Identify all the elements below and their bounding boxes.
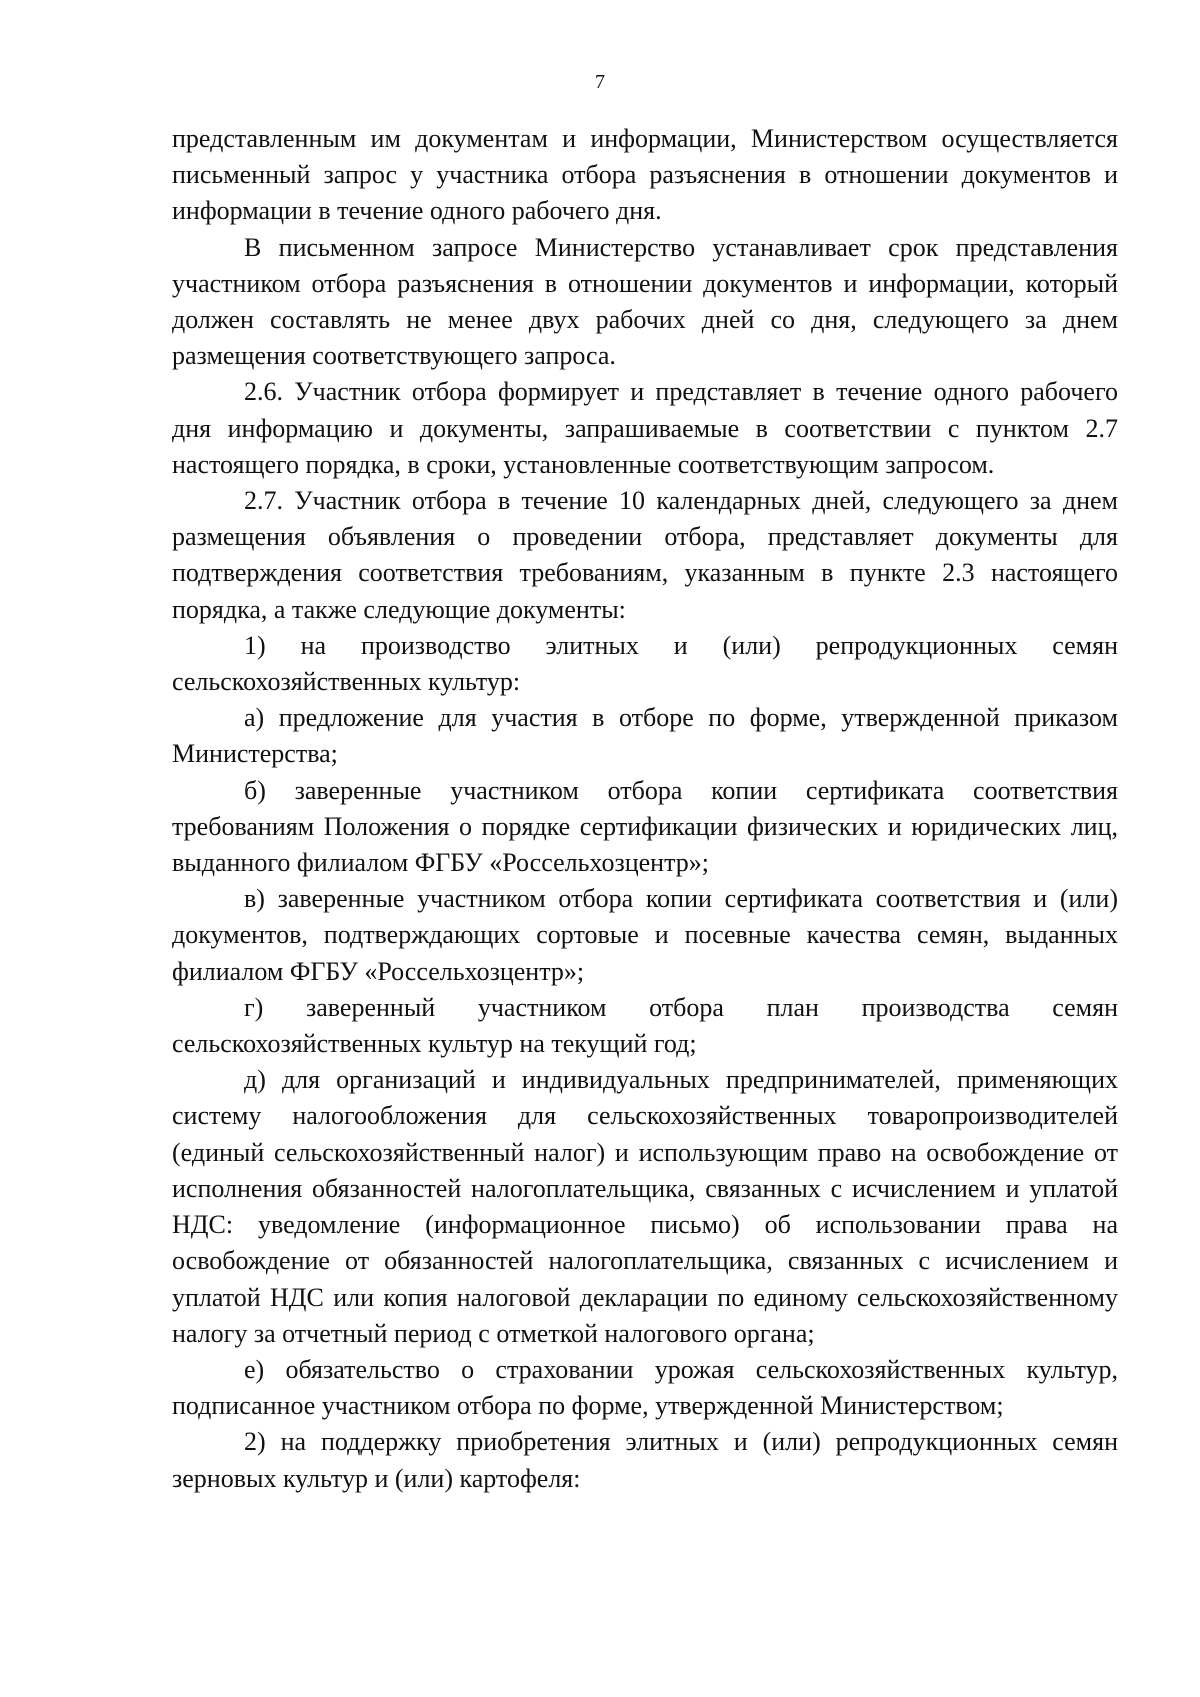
page-number: 7	[595, 71, 605, 93]
list-item-v: в) заверенные участником отбора копии сертификата соответствия и (или) документов, подтверждающих сортовые и посевные качества семян, выданных филиалом ФГБУ «Россельхозцентр»;	[172, 884, 1118, 986]
list-item-g: г) заверенный участником отбора план производства семян сельскохозяйственных культур на текущий год;	[172, 992, 1118, 1059]
list-item-d: д) для организаций и индивидуальных предпринимателей, применяющих систему налогообложения для сельскохозяйственных товаропроизводителей (единый сельскохозяйственный налог) и использующим право на освобождение от исполнения обязанностей налогоплательщика, связанных с исчислением и уплатой НДС: уведомление (информационное письмо) об использовании права на освобождение от обязанностей налогоплательщика, связанных с исчислением и уплатой НДС или копия налоговой декларации по единому сельскохозяйственному налогу за отчетный период с отметкой налогового органа;	[172, 1065, 1118, 1348]
list-item-1: 1) на производство элитных и (или) репродукционных семян сельскохозяйственных культур:	[172, 630, 1118, 697]
list-item-b: б) заверенные участником отбора копии сертификата соответствия требованиям Положения о порядке сертификации физических и юридических лиц, выданного филиалом ФГБУ «Россельхозцентр»;	[172, 775, 1118, 878]
paragraph-clause-2-6: 2.6. Участник отбора формирует и представляет в течение одного рабочего дня информацию и документы, запрашиваемые в соответствии с пунктом 2.7 настоящего порядка, в сроки, установленные соответствующим запросом.	[172, 377, 1118, 479]
paragraph-request-deadline: В письменном запросе Министерство устанавливает срок представления участником отбора разъяснения в отношении документов и информации, который должен составлять не менее двух рабочих дней со дня, следующего за днем размещения соответствующего запроса.	[172, 232, 1118, 371]
list-item-2: 2) на поддержку приобретения элитных и (или) репродукционных семян зерновых культур и (или) картофеля:	[172, 1427, 1118, 1493]
list-item-e: е) обязательство о страховании урожая сельскохозяйственных культур, подписанное участником отбора по форме, утвержденной Министерством;	[172, 1354, 1118, 1421]
list-item-a: а) предложение для участия в отборе по форме, утвержденной приказом Министерства;	[172, 703, 1118, 769]
paragraph-continuation: представленным им документам и информации, Министерством осуществляется письменный запрос у участника отбора разъяснения в отношении документов и информации в течение одного рабочего дня.	[172, 124, 1118, 226]
paragraph-clause-2-7: 2.7. Участник отбора в течение 10 календарных дней, следующего за днем размещения объявления о проведении отбора, представляет документы для подтверждения соответствия требованиям, указанным в пункте 2.3 настоящего порядка, а также следующие документы:	[172, 486, 1118, 624]
document-body	[172, 121, 1118, 1497]
